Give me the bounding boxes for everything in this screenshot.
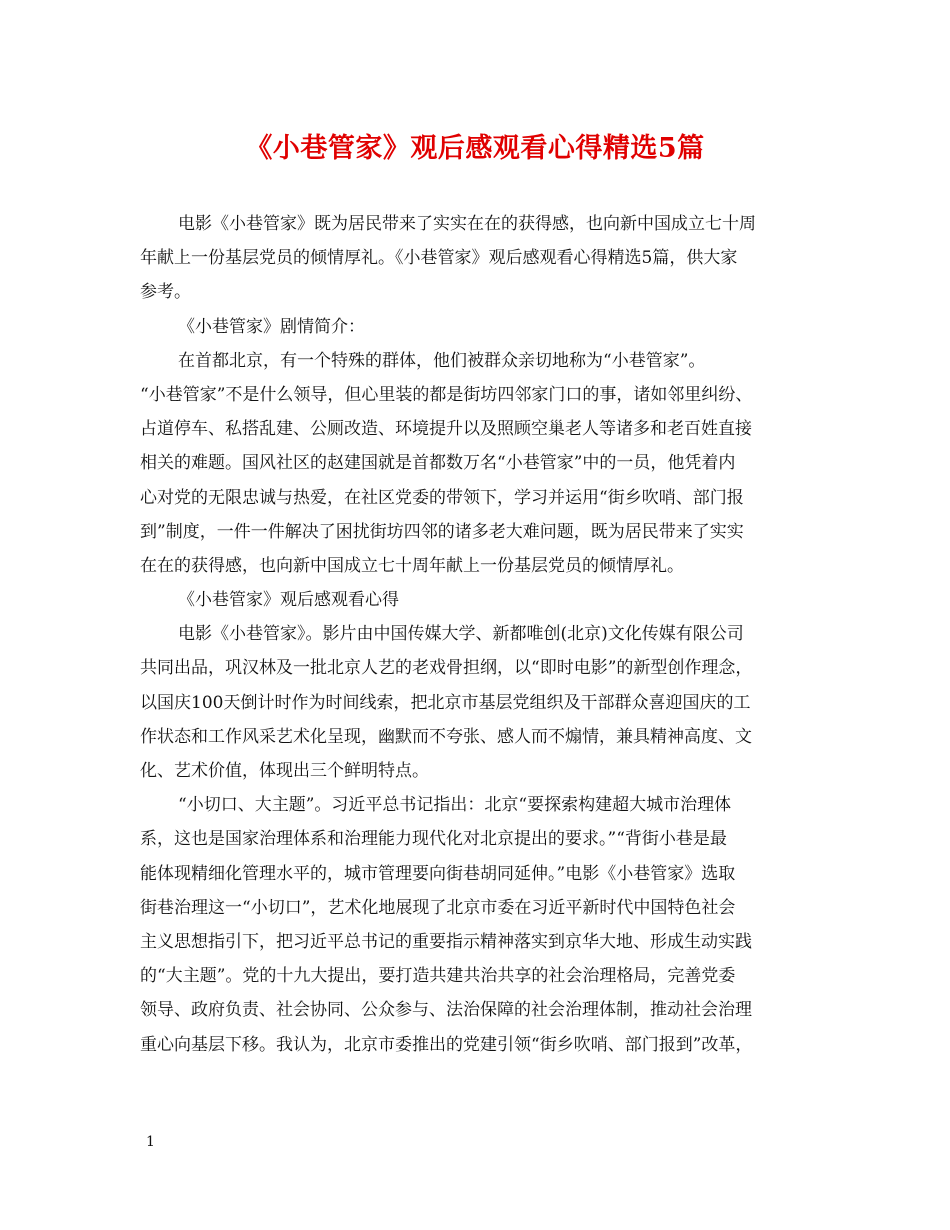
- text-line: 电影《小巷管家》既为居民带来了实实在在的获得感，也向新中国成立七十周: [178, 214, 756, 234]
- text-line: 的“大主题”。党的十九大提出，要打造共建共治共享的社会治理格局，完善党委: [140, 966, 736, 987]
- text-line: 主义思想指引下，把习近平总书记的重要指示精神落实到京华大地、形成生动实践: [140, 931, 752, 952]
- document-body: [140, 207, 830, 1062]
- text-line: 作状态和工作风采艺术化呈现，幽默而不夸张、感人而不煽情，兼具精神高度、文: [140, 726, 752, 747]
- text-line: 共同出品，巩汉林及一批北京人艺的老戏骨担纲，以“即时电影”的新型创作理念，: [140, 658, 753, 679]
- text-line: 街巷治理这一“小切口”，艺术化地展现了北京市委在习近平新时代中国特色社会: [140, 897, 736, 918]
- text-line: “小切口、大主题”。习近平总书记指出：北京“要探索构建超大城市治理体: [178, 795, 732, 816]
- text-line: 化、艺术价值，体现出三个鲜明特点。: [140, 761, 429, 781]
- text-line: 心对党的无限忠诚与热爱，在社区党委的带领下，学习并运用“街乡吹哨、部门报: [140, 487, 744, 508]
- text-line: “小巷管家”不是什么领导，但心里装的都是街坊四邻家门口的事，诸如邻里纠纷、: [140, 384, 753, 405]
- text-line: 在首都北京，有一个特殊的群体，他们被群众亲切地称为“小巷管家”。: [178, 350, 706, 371]
- page-number: 1: [146, 1134, 155, 1150]
- document-title: 《小巷管家》观后感观看心得精选5篇: [245, 133, 705, 164]
- text-line: 电影《小巷管家》。影片由中国传媒大学、新都唯创(北京)文化传媒有限公司: [178, 624, 744, 645]
- text-line: 年献上一份基层党员的倾情厚礼。《小巷管家》观后感观看心得精选5篇，供大家: [140, 248, 738, 269]
- text-line: 参考。: [140, 282, 191, 303]
- text-line: 能体现精细化管理水平的，城市管理要向街巷胡同延伸。”电影《小巷管家》选取: [140, 863, 736, 884]
- text-line: 《小巷管家》剧情简介：: [178, 316, 365, 337]
- text-line: 占道停车、私搭乱建、公厕改造、环境提升以及照顾空巢老人等诸多和老百姓直接: [140, 419, 752, 440]
- text-line: 重心向基层下移。我认为，北京市委推出的党建引领“街乡吹哨、部门报到”改革，: [140, 1034, 753, 1055]
- text-line: 《小巷管家》观后感观看心得: [178, 590, 399, 611]
- text-line: 以国庆100天倒计时作为时间线索，把北京市基层党组织及干部群众喜迎国庆的工: [140, 692, 751, 713]
- text-line: 到”制度，一件一件解决了困扰街坊四邻的诸多老大难问题，既为居民带来了实实: [140, 521, 744, 542]
- text-line: 领导、政府负责、社会协同、公众参与、法治保障的社会治理体制，推动社会治理: [140, 1000, 752, 1021]
- text-line: 在在的获得感，也向新中国成立七十周年献上一份基层党员的倾情厚礼。: [140, 555, 684, 576]
- text-line: 相关的难题。国风社区的赵建国就是首都数万名“小巷管家”中的一员，他凭着内: [140, 453, 736, 474]
- text-line: 系，这也是国家治理体系和治理能力现代化对北京提出的要求。”“背街小巷是最: [140, 829, 727, 850]
